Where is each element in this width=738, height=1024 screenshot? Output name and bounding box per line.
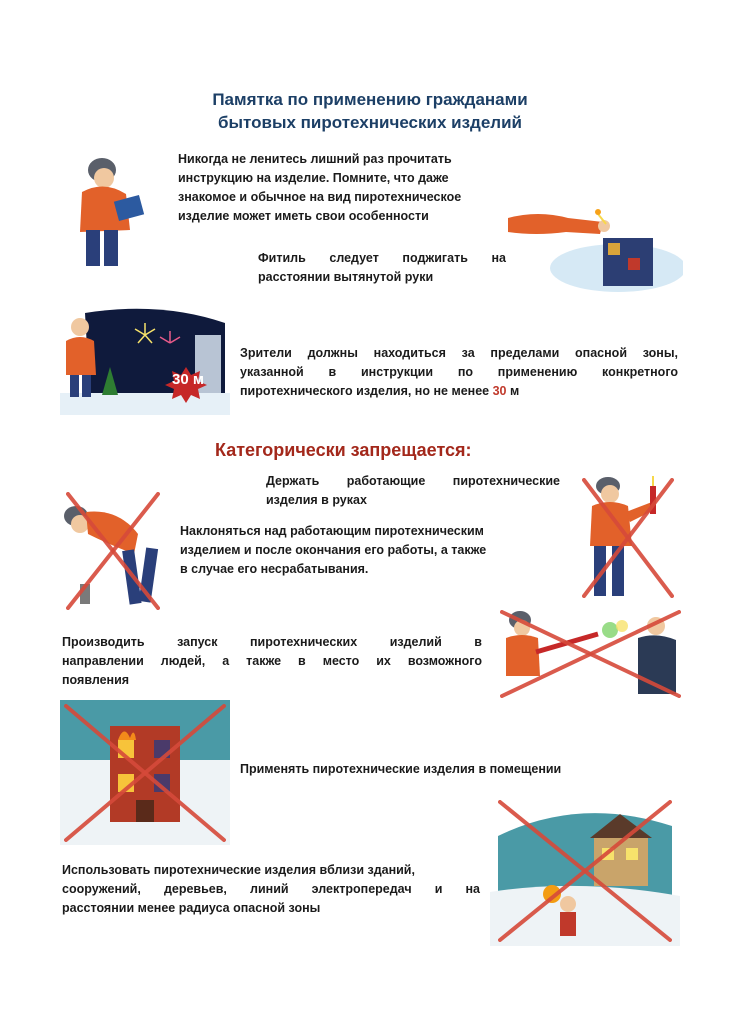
- lean-text: [180, 522, 486, 579]
- lean-line-3: в случае его несрабатывания.: [180, 562, 369, 576]
- spectators-line-2: указанной в инструкции по применению конкретного: [240, 365, 678, 379]
- buildings-line-2: сооружений, деревьев, линий электропередач и на: [62, 882, 480, 896]
- fuse-text-line-1: Фитиль следует поджигать на: [258, 251, 506, 265]
- buildings-text: [62, 861, 480, 918]
- hold-text: [266, 472, 560, 510]
- people-line-1: Производить запуск пиротехнических изделий в: [62, 635, 482, 649]
- leaning-person-illustration: [58, 488, 168, 613]
- spectators-text: [240, 344, 678, 401]
- hold-line-1: Держать работающие пиротехнические: [266, 474, 560, 488]
- fuse-text-line-2: расстоянии вытянутой руки: [258, 270, 434, 284]
- fuse-lighting-illustration: [508, 188, 683, 303]
- lean-line-2: изделием и после окончания его работы, а также: [180, 543, 487, 557]
- instruction-line: знакомое и обычное на вид пиротехническое: [178, 190, 462, 204]
- page-title: [150, 88, 590, 134]
- holding-firework-illustration: [578, 472, 678, 602]
- near-buildings-illustration: [490, 796, 680, 946]
- people-line-3: появления: [62, 673, 130, 687]
- spectators-line-3-text: пиротехнического изделия, но не менее: [240, 384, 493, 398]
- aiming-at-people-illustration: [498, 606, 683, 701]
- people-line-2: направлении людей, а также в место их возможного: [62, 654, 482, 668]
- hold-line-2: изделия в руках: [266, 493, 367, 507]
- title-line-1: Памятка по применению гражданами: [212, 90, 528, 109]
- reading-person-illustration: [60, 150, 160, 270]
- distance-value: 30: [492, 384, 507, 398]
- distance-unit: м: [506, 384, 520, 398]
- buildings-line-1: Использовать пиротехнические изделия вблизи зданий,: [62, 863, 415, 877]
- instruction-line: инструкцию на изделие. Помните, что даже: [178, 171, 449, 185]
- prohibitions-heading: Категорически запрещается:: [215, 440, 472, 460]
- lean-line-1: Наклоняться над работающим пиротехническим: [180, 524, 484, 538]
- distance-badge: 30 м: [172, 371, 204, 388]
- instruction-line: Никогда не ленитесь лишний раз прочитать: [178, 152, 452, 166]
- people-text: [62, 633, 482, 690]
- indoors-text: Применять пиротехнические изделия в помещении: [240, 762, 562, 776]
- spectators-line-3: [240, 382, 678, 401]
- buildings-line-3: расстоянии менее радиуса опасной зоны: [62, 901, 321, 915]
- spectators-line-1: Зрители должны находиться за пределами опасной зоны,: [240, 346, 678, 360]
- instruction-text: [178, 150, 461, 226]
- spectators-illustration: [60, 305, 230, 415]
- title-line-2: бытовых пиротехнических изделий: [218, 113, 522, 132]
- instruction-line: изделие может иметь свои особенности: [178, 209, 429, 223]
- burning-house-illustration: [60, 700, 230, 845]
